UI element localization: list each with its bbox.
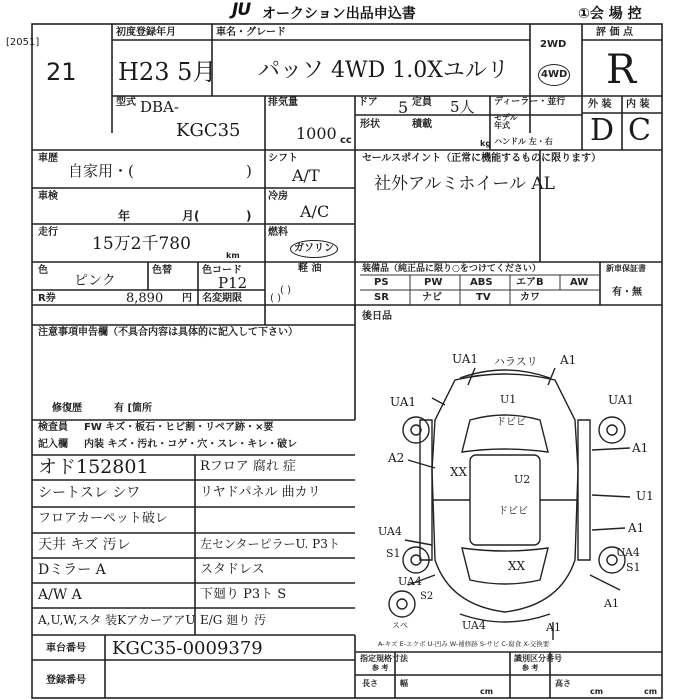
- color-value: ピンク: [74, 273, 116, 289]
- sales-point-label: セールスポイント（正常に機能するものに限ります）: [362, 153, 602, 164]
- recycle-label: R券: [38, 293, 56, 304]
- damage-mark: A1: [546, 621, 561, 634]
- load-unit: kg: [480, 139, 492, 148]
- damage-legend: A-キズ E-エクボ U-凹み W-補修跡 S-サビ C-腐食 X-交換要: [378, 640, 550, 648]
- equip-abs: ABS: [470, 277, 493, 288]
- ac-value: A/C: [300, 202, 330, 221]
- type-value: KGC35: [176, 120, 241, 141]
- class-number-label: 識別区分番号: [514, 654, 562, 663]
- handle-label: ハンドル 左・右: [494, 137, 553, 146]
- displacement-label: 排気量: [268, 97, 298, 108]
- note-line: E/G 廻り 汚: [200, 613, 267, 627]
- registration-number-label: 登録番号: [46, 675, 86, 686]
- length-label: 長さ: [362, 679, 378, 688]
- class-number-ref: 参 考: [522, 664, 539, 672]
- door-label: ドア: [358, 97, 378, 108]
- recycle-unit: 円: [182, 293, 192, 304]
- damage-mark: ドビビ: [496, 417, 526, 428]
- damage-mark: UA4: [378, 525, 402, 538]
- displacement-unit: cc: [340, 135, 352, 146]
- grade-value: R: [606, 47, 637, 93]
- note-line: 下廻り P3ト S: [200, 587, 287, 602]
- new-car-warranty-value: 有・無: [612, 287, 642, 298]
- chassis-value: KGC35-0009379: [112, 638, 263, 659]
- equip-tv: TV: [476, 292, 491, 303]
- logo: JU: [232, 0, 251, 20]
- note-line: スタドレス: [200, 562, 265, 577]
- equipment-label: 装備品（純正品に限り○をつけてください）: [362, 264, 541, 274]
- capacity-label: 定員: [412, 97, 432, 108]
- exterior-value: D: [590, 113, 615, 148]
- spec-dimension-label: 指定規格寸法: [360, 654, 408, 663]
- note-line: フロアカーペット破レ: [38, 511, 168, 526]
- damage-mark: UA1: [608, 393, 635, 407]
- first-registration-value: H23 5月: [118, 58, 217, 86]
- damage-mark: U1: [500, 393, 517, 406]
- rear-windshield: [462, 548, 548, 584]
- damage-mark: UA4: [462, 619, 486, 632]
- damage-mark: A1: [628, 521, 645, 535]
- damage-mark: S1: [386, 547, 401, 560]
- history-close: ): [246, 162, 252, 180]
- equip-sr: SR: [374, 292, 389, 303]
- note-line: A/W A: [38, 587, 82, 603]
- mileage-value: 15万2千780: [92, 234, 191, 254]
- damage-mark: S1: [626, 561, 641, 574]
- shape-label: 形状: [360, 119, 380, 130]
- equip-airbag: エアB: [516, 277, 544, 288]
- damage-mark: A2: [388, 451, 405, 465]
- damage-mark: U2: [514, 473, 531, 486]
- damage-mark: S2: [420, 591, 434, 602]
- interior-label: 内 装: [626, 99, 650, 110]
- color-label: 色: [38, 265, 48, 276]
- repair-history-value: 有 [箇所: [114, 403, 153, 414]
- damage-mark: UA1: [390, 395, 417, 409]
- color-change-label: 色替: [152, 265, 172, 276]
- inspection-close: ): [246, 209, 252, 223]
- model-year-label: モデル年式: [494, 113, 518, 130]
- ac-label: 冷房: [268, 191, 288, 202]
- damage-mark: UA1: [452, 352, 479, 366]
- height-unit: cm: [644, 687, 658, 696]
- name-change-paren: ( ): [270, 293, 281, 304]
- equip-ps: PS: [374, 277, 389, 288]
- shift-value: A/T: [292, 166, 320, 185]
- inspector-items: FW キズ・板石・ヒビ割・リペア跡・×要: [84, 422, 274, 433]
- height-label: 高さ: [555, 679, 571, 688]
- chassis-label: 車台番号: [46, 643, 86, 654]
- note-line: Rフロア 腐れ 症: [200, 459, 297, 474]
- inspection-label: 車検: [38, 191, 58, 202]
- spec-dimension-ref: 参 考: [372, 664, 389, 672]
- first-registration-label: 初度登録年月: [116, 27, 176, 38]
- right-side-panel: [578, 420, 590, 560]
- color-code-value: P12: [218, 274, 248, 292]
- model-grade-value: パッソ 4WD 1.0Xユルリ: [258, 58, 509, 83]
- note-line: Dミラー A: [38, 562, 106, 578]
- capacity-value: 5人: [450, 98, 475, 116]
- damage-mark: A1: [560, 353, 577, 367]
- equip-navi: ナビ: [422, 292, 442, 303]
- damage-mark: スペ: [392, 621, 408, 630]
- note-line: リヤドパネル 曲カリ: [200, 485, 321, 500]
- inspection-month: 月(: [182, 209, 200, 223]
- entry-label: 記入欄: [38, 439, 68, 450]
- drive-4wd-circled: 4WD: [538, 64, 570, 86]
- mileage-unit: km: [226, 251, 240, 260]
- lot-number: 21: [46, 58, 77, 86]
- displacement-value: 1000: [296, 124, 337, 143]
- history-label: 車歴: [38, 153, 58, 164]
- load-label: 積載: [412, 119, 432, 130]
- roof: [470, 455, 540, 545]
- sales-point-value: 社外アルミホイール AL: [374, 174, 555, 194]
- equip-aw: AW: [570, 277, 589, 288]
- note-line: シートスレ シワ: [38, 485, 141, 501]
- color-code-label: 色コード: [202, 265, 242, 276]
- grade-label: 評 価 点: [596, 27, 633, 38]
- fuel-gasoline: ガソリン: [290, 240, 338, 258]
- new-car-warranty-label: 新車保証書: [606, 264, 646, 273]
- length-unit: cm: [480, 687, 494, 696]
- form-title: オークション出品申込書: [262, 6, 416, 22]
- name-change-label: 名変期限: [202, 293, 242, 304]
- width-label: 幅: [400, 679, 408, 688]
- note-line: オド152801: [38, 456, 149, 478]
- notes-label: 注意事項申告欄（不具合内容は具体的に記入して下さい）: [38, 327, 298, 338]
- inspector-label: 検査員: [38, 422, 68, 433]
- damage-mark: ドビビ: [498, 506, 528, 517]
- damage-mark: A1: [632, 441, 649, 455]
- damage-mark: UA4: [398, 575, 422, 588]
- damage-mark: A1: [604, 597, 619, 610]
- shift-label: シフト: [268, 153, 298, 164]
- car-body-outline: [432, 374, 578, 612]
- equip-pw: PW: [424, 277, 443, 288]
- note-line: A,U,W,スタ 装KアカーアアU: [38, 613, 196, 627]
- entry-items: 内装 キズ・汚れ・コゲ・穴・スレ・キレ・破レ: [84, 439, 298, 450]
- mileage-label: 走行: [38, 227, 58, 238]
- form-code: [2051]: [6, 37, 40, 48]
- type-label: 型式: [116, 97, 136, 108]
- note-line: 天井 キズ 汚レ: [38, 537, 131, 553]
- copy-indicator: ①会 場 控: [578, 6, 642, 22]
- inspection-year: 年: [118, 209, 131, 223]
- model-grade-label: 車名・グレード: [216, 27, 286, 38]
- door-value: 5: [398, 98, 409, 117]
- spare-wheel: [389, 591, 415, 617]
- interior-value: C: [628, 113, 651, 148]
- drive-2wd-label: 2WD: [540, 39, 567, 50]
- damage-mark: XX: [508, 559, 526, 573]
- rear-items-label: 後日品: [362, 311, 392, 322]
- repair-history-label: 修復歴: [52, 403, 82, 414]
- equip-leather: カワ: [520, 292, 540, 303]
- damage-mark: ハラスリ: [494, 355, 538, 368]
- damage-mark: UA4: [616, 546, 640, 559]
- type-prefix: DBA-: [140, 98, 179, 116]
- dealer-label: ディーラー・並行: [494, 97, 566, 107]
- wheel-front-right: [599, 417, 625, 443]
- fuel-paren: ( ): [280, 285, 291, 296]
- fuel-diesel: 軽 油: [298, 263, 322, 274]
- fuel-label: 燃料: [268, 227, 288, 238]
- damage-mark: XX: [450, 465, 468, 479]
- note-line: 左センターピラーU. P3ト: [200, 537, 340, 551]
- history-value: 自家用・(: [68, 162, 134, 180]
- exterior-label: 外 装: [588, 99, 612, 110]
- width-unit: cm: [590, 687, 604, 696]
- wheel-front-left: [403, 417, 429, 443]
- recycle-value: 8,890: [126, 291, 164, 306]
- damage-mark: U1: [636, 489, 654, 503]
